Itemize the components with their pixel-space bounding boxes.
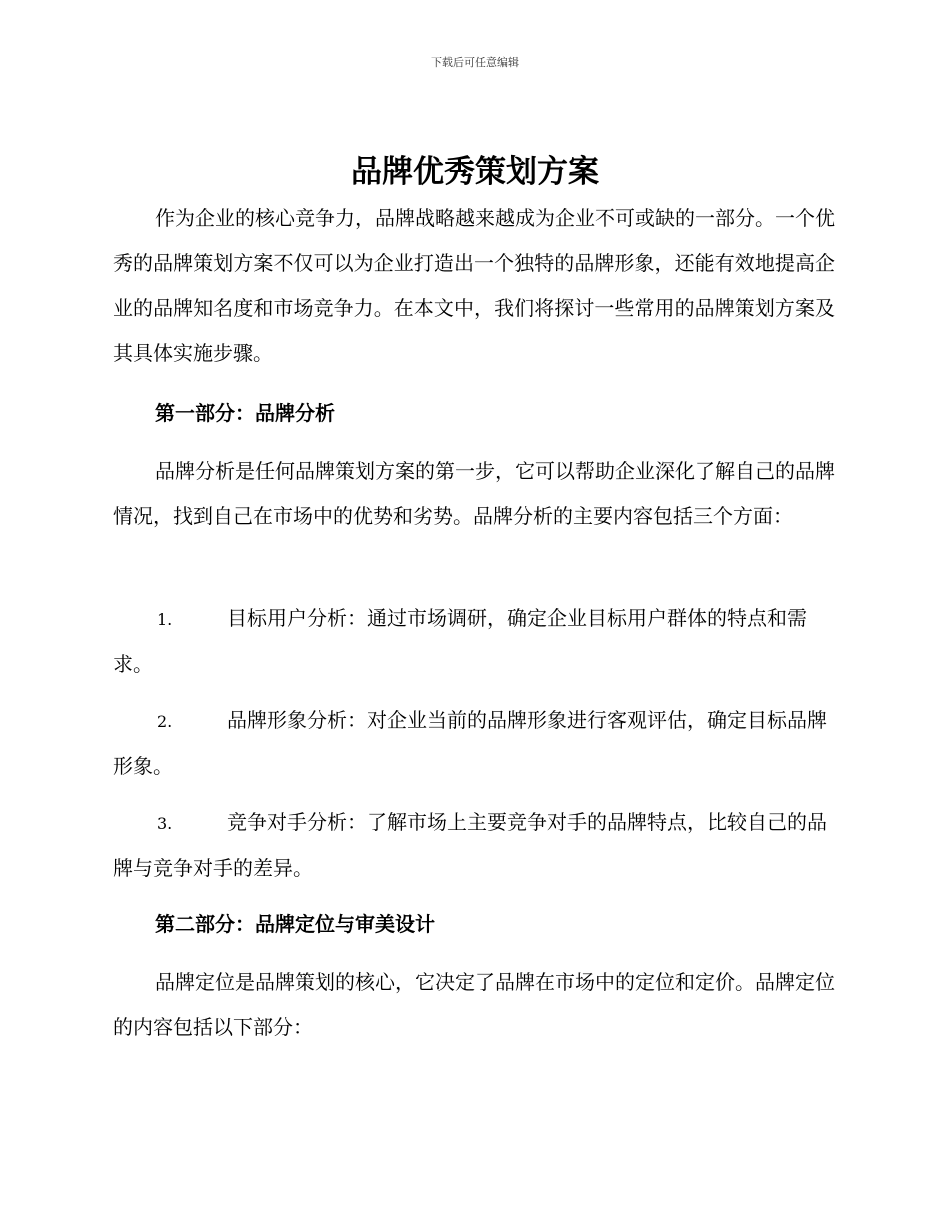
list-item-text: 竞争对手分析：了解市场上主要竞争对手的品牌特点，比较自己的品牌与竞争对手的差异。: [113, 810, 827, 880]
section-2-heading: 第二部分：品牌定位与审美设计: [155, 912, 435, 936]
page-header-note: 下载后可任意编辑: [431, 56, 519, 69]
list-item-2: [113, 698, 835, 789]
section-1-heading: 第一部分：品牌分析: [155, 401, 335, 425]
list-item-text: 品牌形象分析：对企业当前的品牌形象进行客观评估，确定目标品牌形象。: [113, 708, 827, 778]
intro-paragraph: 作为企业的核心竞争力，品牌战略越来越成为企业不可或缺的一部分。一个优秀的品牌策划方案不仅可以为企业打造出一个独特的品牌形象，还能有效地提高企业的品牌知名度和市场竞争力。在本文中，我们将探讨一些常用的品牌策划方案及其具体实施步骤。: [113, 206, 835, 365]
list-number: 3.: [157, 814, 173, 833]
section-1-paragraph: 品牌分析是任何品牌策划方案的第一步，它可以帮助企业深化了解自己的品牌情况，找到自己在市场中的优势和劣势。品牌分析的主要内容包括三个方面：: [113, 459, 835, 528]
list-item-text: 目标用户分析：通过市场调研，确定企业目标用户群体的特点和需求。: [113, 606, 807, 676]
section-2-paragraph: 品牌定位是品牌策划的核心，它决定了品牌在市场中的定位和定价。品牌定位的内容包括以下部分：: [113, 970, 835, 1039]
list-item-1: [113, 596, 835, 687]
document-title: 品牌优秀策划方案: [351, 154, 599, 190]
list-number: 2.: [157, 712, 173, 731]
list-number: 1.: [157, 610, 173, 629]
list-item-3: [113, 800, 835, 891]
